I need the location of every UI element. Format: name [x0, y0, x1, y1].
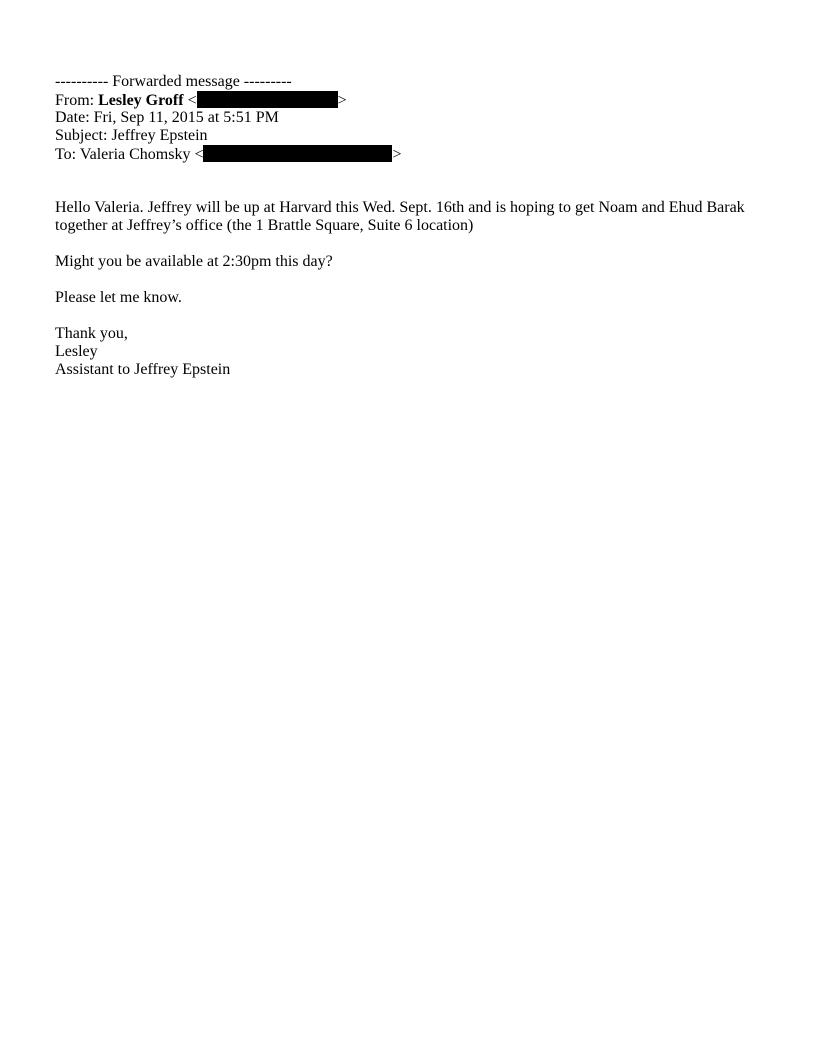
signature-title: Assistant to Jeffrey Epstein: [55, 361, 231, 378]
closing-line: Thank you,: [55, 325, 128, 342]
body-paragraph-2: Might you be available at 2:30pm this day?: [55, 253, 333, 270]
email-header: [55, 73, 775, 163]
to-close-bracket: >: [392, 146, 402, 163]
signature-block: [55, 325, 775, 379]
from-label: From:: [55, 92, 99, 109]
email-body: [55, 199, 775, 379]
body-paragraph-3: Please let me know.: [55, 289, 182, 306]
email-document: [55, 73, 775, 379]
body-paragraph-1: Hello Valeria. Jeffrey will be up at Harvard this Wed. Sept. 16th and is hoping to get Noam and Ehud Barak together at Jeffrey’s office (the 1 Brattle Square, Suite 6 location): [55, 199, 745, 234]
from-open-bracket: <: [183, 92, 197, 109]
subject-line: Subject: Jeffrey Epstein: [55, 127, 208, 144]
date-line: Date: Fri, Sep 11, 2015 at 5:51 PM: [55, 109, 279, 126]
to-label: To: Valeria Chomsky <: [55, 146, 204, 163]
to-line: [55, 145, 775, 163]
forwarded-message-line: ---------- Forwarded message ---------: [55, 73, 292, 90]
from-close-bracket: >: [337, 92, 347, 109]
from-email-redaction: [197, 91, 338, 108]
signature-name: Lesley: [55, 343, 98, 360]
from-line: [55, 91, 775, 109]
to-email-redaction: [203, 145, 392, 162]
from-name: Lesley Groff: [98, 92, 184, 109]
